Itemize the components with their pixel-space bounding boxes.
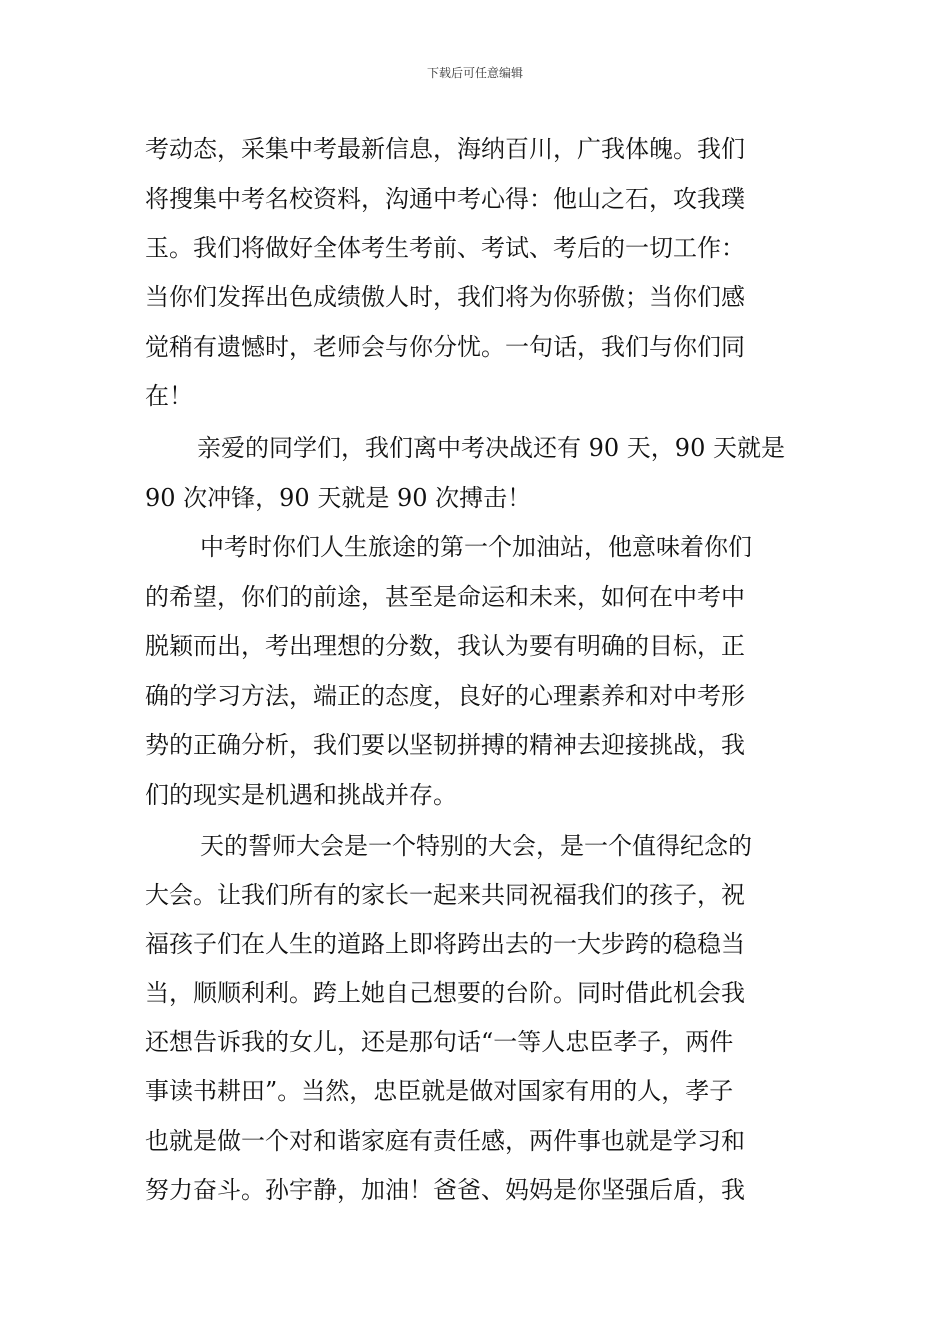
body-line: 们的现实是机遇和挑战并存。: [145, 781, 457, 809]
body-line: 大会。让我们所有的家长一起来共同祝福我们的孩子，祝: [145, 881, 745, 909]
body-line: 90 次冲锋，90 天就是 90 次搏击！: [145, 484, 532, 512]
body-line: 确的学习方法，端正的态度，良好的心理素养和对中考形: [145, 682, 745, 710]
body-line: 觉稍有遗憾时，老师会与你分忧。一句话，我们与你们同: [145, 333, 745, 361]
body-line: 玉。我们将做好全体考生考前、考试、考后的一切工作：: [145, 234, 745, 262]
paragraph-first-line: 中考时你们人生旅途的第一个加油站，他意味着你们: [200, 533, 752, 561]
body-line: 也就是做一个对和谐家庭有责任感，两件事也就是学习和: [145, 1127, 745, 1155]
body-line: 的希望，你们的前途，甚至是命运和未来，如何在中考中: [145, 583, 745, 611]
body-line: 在！: [145, 382, 193, 410]
body-line: 当，顺顺利利。跨上她自己想要的台阶。同时借此机会我: [145, 979, 745, 1007]
body-line: 势的正确分析，我们要以坚韧拼搏的精神去迎接挑战，我: [145, 731, 745, 759]
body-line: 事读书耕田”。当然，忠臣就是做对国家有用的人，孝子: [145, 1077, 734, 1105]
body-line: 脱颖而出，考出理想的分数，我认为要有明确的目标，正: [145, 632, 745, 660]
page-header: 下载后可任意编辑: [426, 66, 523, 80]
body-line: 当你们发挥出色成绩傲人时，我们将为你骄傲；当你们感: [145, 283, 745, 311]
body-line: 努力奋斗。孙宇静，加油！爸爸、妈妈是你坚强后盾，我: [145, 1176, 745, 1204]
body-line: 还想告诉我的女儿，还是那句话“一等人忠臣孝子，两件: [145, 1028, 734, 1056]
body-line: 考动态，采集中考最新信息，海纳百川，广我体魄。我们: [145, 135, 745, 163]
body-line: 福孩子们在人生的道路上即将跨出去的一大步跨的稳稳当: [145, 930, 745, 958]
paragraph-first-line: 亲爱的同学们，我们离中考决战还有 90 天，90 天就是: [197, 434, 785, 462]
body-line: 将搜集中考名校资料，沟通中考心得：他山之石，攻我璞: [145, 185, 745, 213]
paragraph-first-line: 天的誓师大会是一个特别的大会，是一个值得纪念的: [200, 832, 752, 860]
